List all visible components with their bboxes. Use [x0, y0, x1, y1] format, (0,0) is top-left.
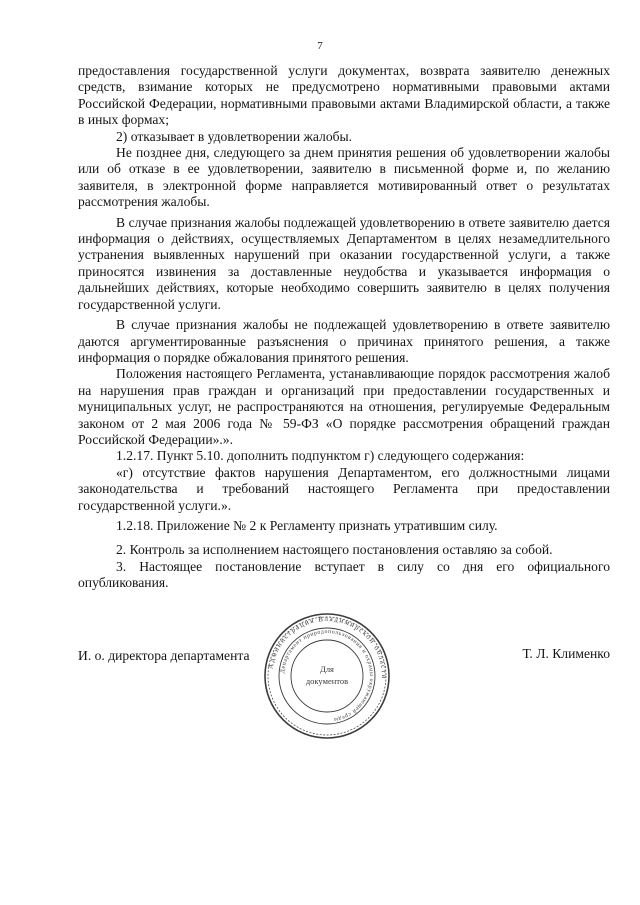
official-stamp [262, 611, 392, 741]
stamp-center-line-1: Для [320, 664, 334, 674]
document-body [78, 63, 610, 592]
paragraph-refusal: 2) отказывает в удовлетворении жалобы. [116, 128, 353, 144]
stamp-inner-text: Департамент природопользования и охраны окружающей среды [280, 628, 375, 723]
paragraph-complaint-satisfied: В случае признания жалобы подлежащей удовлетворению в ответе заявителю дается информация о действиях, осуществляемых Департаментом в целях незамедлительного устранения выявленных нарушений при оказании государственной услуги, а также приносятся извинения за доставленные неудобства и указывается информация о дальнейших действиях, которые необходимо совершить заявителю в целях получения государственной услуги. [78, 214, 610, 312]
paragraph-item-1-2-18: 1.2.18. Приложение № 2 к Регламенту признать утратившим силу. [116, 517, 498, 533]
paragraph-item-1-2-17: 1.2.17. Пункт 5.10. дополнить подпунктом г) следующего содержания: [116, 448, 525, 464]
paragraph-response-deadline: Не позднее дня, следующего за днем принятия решения об удовлетворении жалобы или об отказе в ее удовлетворении, заявителю в письменной форме и, по желанию заявителя, в электронной форме направляется мотивированный ответ о результатах рассмотрения жалобы. [78, 145, 610, 210]
paragraph-regulation-scope: Положения настоящего Регламента, устанавливающие порядок рассмотрения жалоб на нарушения прав граждан и организаций при предоставлении государственных и муниципальных услуг, не распространяются на отношения, регулируемые Федеральным законом от 2 мая 2006 года № 59-ФЗ «О порядке рассмотрения обращений граждан Российской Федерации».». [78, 366, 610, 447]
paragraph-complaint-rejected: В случае признания жалобы не подлежащей удовлетворению в ответе заявителю даются аргументированные разъяснения о причинах принятого решения, а также информация о порядке обжалования принятого решения. [78, 317, 610, 365]
paragraph-effective-date: 3. Настоящее постановление вступает в силу со дня его официального опубликования. [78, 558, 610, 591]
paragraph-control: 2. Контроль за исполнением настоящего постановления оставляю за собой. [116, 542, 553, 558]
paragraph-subitem-g: «г) отсутствие фактов нарушения Департаментом, его должностными лицами законодательства и требований настоящего Регламента при предоставлении государственной услуги.». [78, 464, 610, 513]
stamp-graphic [262, 611, 392, 741]
stamp-center-line-2: документов [305, 676, 349, 686]
signatory-position: И. о. директора департамента [78, 648, 250, 663]
signatory-name: Т. Л. Клименко [522, 646, 610, 661]
page-number: 7 [317, 40, 323, 52]
stamp-outer-text: Администрация Владимирской области [266, 614, 389, 680]
paragraph-continuation: предоставления государственной услуги документах, возврата заявителю денежных средств, взимание которых не предусмотрено нормативными правовыми актами Российской Федерации, нормативными правовыми актами Владимирской области, а также в иных формах; [78, 63, 610, 128]
